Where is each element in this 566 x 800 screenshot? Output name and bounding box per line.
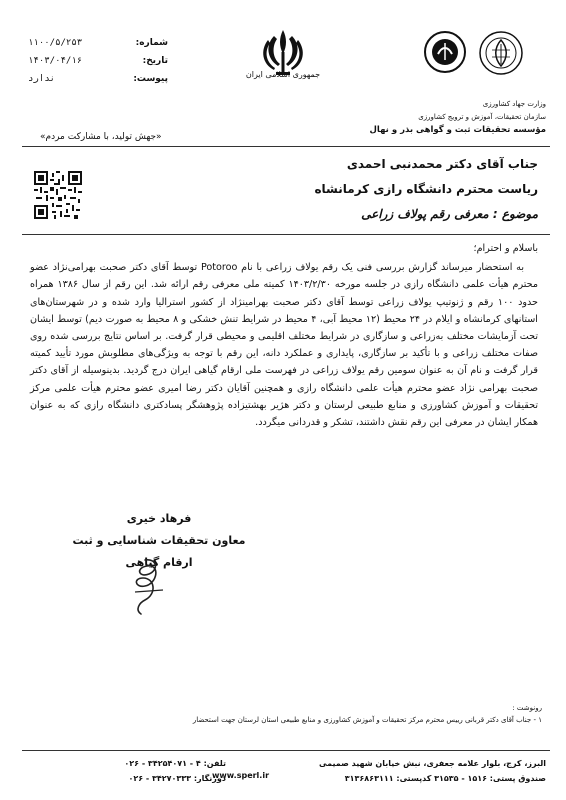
footer-postal: صندوق پستی: ۱۵۱۶ - ۳۱۵۳۵ کدپستی: ۳۱۳۶۸۶۳۱۱۱ — [344, 774, 546, 783]
slogan: «جهش تولید، با مشارکت مردم» — [40, 132, 162, 142]
footer-address: البرز، کرج، بلوار علامه جعفری، نبش خیابان شهید صمیمی — [318, 759, 546, 768]
footer-website[interactable]: www.sperl.ir — [212, 771, 270, 780]
subject-divider — [22, 234, 550, 235]
copies-label: رونوشت : — [512, 704, 542, 712]
number-row — [28, 34, 168, 52]
footer-phone-row — [26, 756, 226, 771]
letter-subject: موضوع : معرفی رقم پولاف زراعی — [361, 207, 538, 221]
copy-item-1: ۱ - جناب آقای دکتر قربانی رییس محترم مرکز تحقیقات و آموزش کشاورزی و منابع طبیعی استان لرستان جهت استحضار — [192, 716, 542, 724]
recipient-block — [118, 152, 538, 227]
footer-divider — [22, 750, 550, 751]
letter-body — [30, 240, 538, 431]
footer — [22, 752, 550, 792]
qr-code-icon — [34, 171, 82, 219]
recipient-title: ریاست محترم دانشگاه رازی کرمانشاه — [314, 182, 538, 196]
org-ministry: وزارت جهاد کشاورزی — [482, 100, 546, 108]
org-agency: سازمان تحقیقات، آموزش و ترویج کشاورزی — [418, 113, 546, 121]
date-row — [28, 52, 168, 70]
footer-contact-block — [26, 756, 226, 786]
attachment-row — [28, 70, 168, 88]
header-divider — [22, 146, 550, 147]
number-value: ۱۱۰۰/۵/۲۵۳ — [28, 38, 83, 48]
attachment-label: پیوست: — [133, 74, 168, 84]
signer-title: معاون تحقیقات شناسایی و ثبت ارقام گیاهی — [72, 534, 246, 569]
number-label: شماره: — [135, 38, 168, 48]
recipient-name: جناب آقای دکتر محمدنبی احمدی — [346, 157, 538, 171]
fax-value: ۰۲۶ - ۳۴۲۷۰۳۳۳ — [128, 774, 192, 783]
signer-name: فرهاد خیری — [126, 512, 192, 525]
attachment-value: ندارد — [28, 74, 56, 84]
letter-meta — [28, 34, 168, 88]
fax-label: دورنگار: — [193, 774, 226, 783]
date-value: ۱۴۰۳/۰۴/۱۶ — [28, 56, 83, 66]
jahad-keshavarzi-logo-icon — [423, 30, 467, 74]
date-label: تاریخ: — [142, 56, 168, 66]
phone-label: تلفن: — [203, 759, 226, 768]
handwritten-signature-icon — [105, 552, 195, 622]
seed-institute-logo-icon — [478, 30, 524, 76]
footer-fax-row — [26, 771, 226, 786]
iran-emblem-icon — [248, 18, 318, 90]
organization-header — [336, 98, 546, 137]
copies-section — [22, 702, 542, 726]
org-institute: مؤسسه تحقیقات ثبت و گواهی بذر و نهال — [369, 125, 546, 135]
footer-address-block — [246, 756, 546, 786]
body-paragraph: به استحضار میرساند گزارش بررسی فنی یک رقم یولاف زراعی با نام Potoroo توسط آقای دکتر صحبت بهرامی‌نژاد عضو محترم هیأت علمی دانشگاه رازی در جلسه مورخه ۱۴۰۳/۲/۳۰ کمیته ملی معرفی رقم ارائه شد. این رقم از سال ۱۳۸۶ همراه حدود ۱۰۰ رقم و ژنوتیپ یولاف زراعی توسط آقای دکتر صحبت بهرامینژاد از کشور استرالیا وارد شده و در شهرستان‌های استانهای کرمانشاه و ایلام در ۲۴ محیط (۱۲ محیط آبی، ۴ محیط در شرایط تنش خشکی و ۸ محیط به صورت دیم) توسط ایشان تحت آزمایشات مختلف به‌زراعی و سازگاری در شرایط مختلف اقلیمی و محیطی قرار گرفت. بر اساس نتایج بررسی شده روی صفات مختلف زراعی و با تأکید بر سازگاری، پایداری و عملکرد دانه، این رقم با توجه به ویژگی‌های مطلوبش مورد تأیید کمیته قرار گرفت و نام آن به عنوان سومین رقم یولاف زراعی در فهرست ملی ارقام گیاهی ایران درج گردید. بدینوسیله از آقای دکتر صحبت بهرامی نژاد عضو محترم هیأت علمی دانشگاه رازی و همچنین آقایان دکتر رضا امیری عضو محترم هیأت علمی مرکز تحقیقات و آموزش کشاورزی و منابع طبیعی لرستان و دکتر هژیر بهشتیزاده پژوهشگر پسادکتری دانشگاه رازی که به عنوان همکار ایشان در معرفی این رقم نقش داشتند، تشکر و قدردانی میگردد. — [30, 262, 538, 429]
greeting: باسلام و احترام؛ — [473, 243, 538, 254]
emblem-caption: جمهوری اسلامی ایران — [245, 70, 321, 79]
phone-value: ۰۲۶ - ۳۴۲۵۴۰۷۱ - ۴ — [124, 759, 201, 768]
